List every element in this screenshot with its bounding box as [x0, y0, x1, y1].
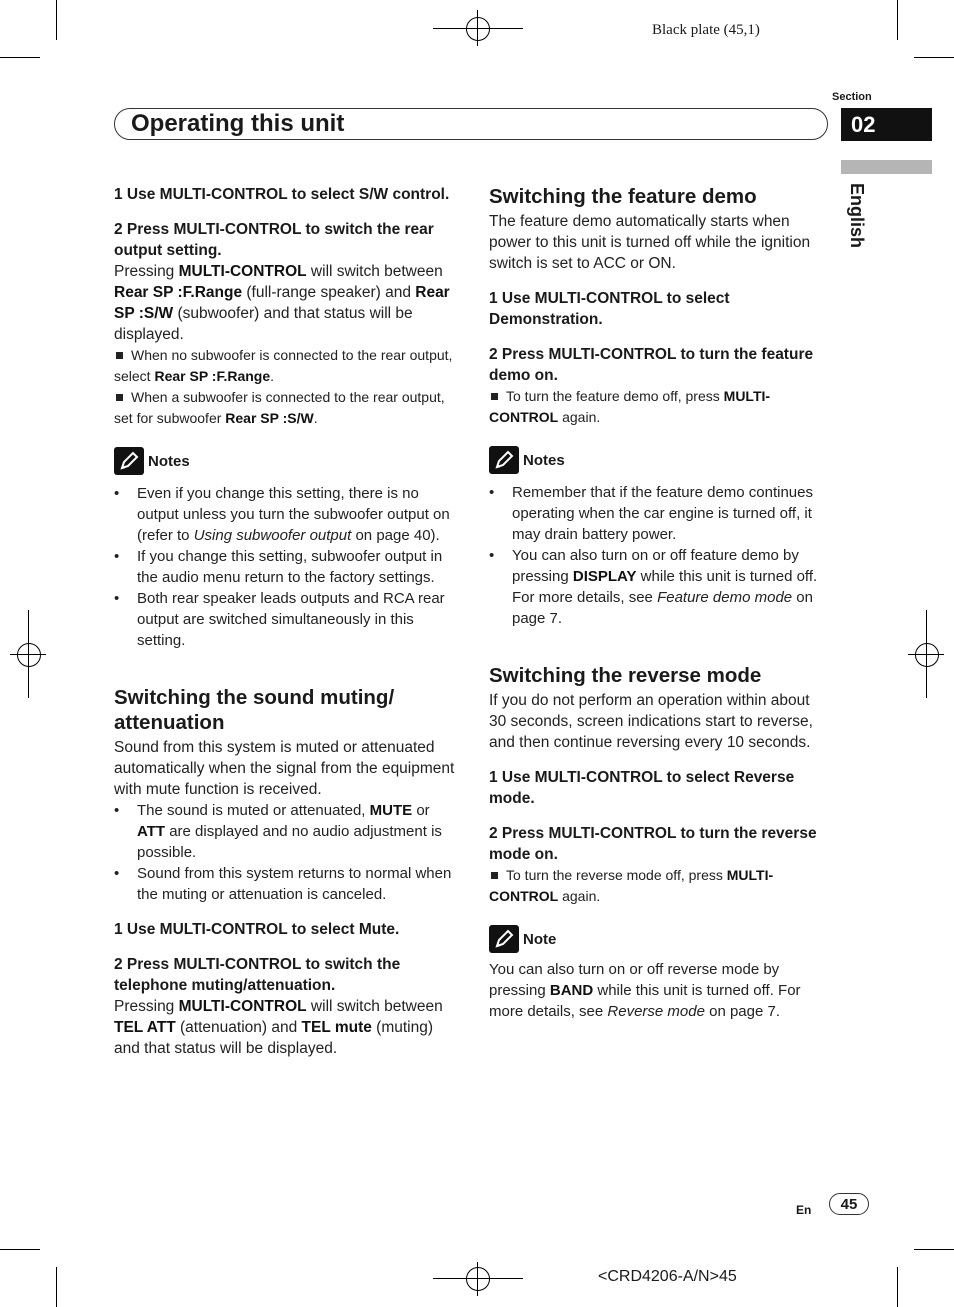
registration-mark [466, 17, 490, 41]
language-code: En [796, 1203, 812, 1217]
step-heading: 1 Use MULTI-CONTROL to select Mute. [114, 921, 400, 938]
step-heading: 1 Use MULTI-CONTROL to select Demonstration. [489, 290, 730, 328]
notes-heading: Notes [114, 447, 459, 475]
section-label: Section [832, 91, 872, 103]
crop-mark [0, 57, 40, 58]
crop-mark [56, 1267, 57, 1307]
language-label: English [847, 183, 867, 249]
paragraph: You can also turn on or off reverse mode by pressing BAND while this unit is turned off. For more details, see Reverse mode on page 7. [489, 961, 801, 1020]
paragraph: Sound from this system is muted or attenuated automatically when the signal from the equipment with mute function is received. [114, 739, 455, 798]
section-heading: Switching the reverse mode [489, 664, 762, 687]
crop-mark [897, 1267, 898, 1307]
crop-mark [56, 0, 57, 40]
page-number: 45 [829, 1193, 869, 1215]
square-bullet: To turn the feature demo off, press MULTI-CONTROL again. [489, 388, 771, 425]
registration-mark [915, 643, 939, 667]
paragraph: The feature demo automatically starts when power to this unit is turned off while the ignition switch is set to ACC or ON. [489, 213, 811, 272]
section-number: 02 [841, 108, 932, 141]
list-item: • Sound from this system returns to normal when the muting or attenuation is canceled. [114, 863, 459, 905]
list-item: • Even if you change this setting, there is no output unless you turn the subwoofer output on (refer to Using subwoofer output on page 40). [114, 483, 459, 546]
square-bullet: When a subwoofer is connected to the rear output, set for subwoofer Rear SP :S/W. [114, 389, 445, 426]
list-item: • Remember that if the feature demo continues operating when the car engine is turned off, it may drain battery power. [489, 482, 831, 545]
section-heading: Switching the feature demo [489, 185, 757, 208]
square-bullet: To turn the reverse mode off, press MULTI-CONTROL again. [489, 867, 774, 904]
registration-mark [466, 1267, 490, 1291]
step-heading: 2 Press MULTI-CONTROL to switch the telephone muting/attenuation. [114, 956, 401, 994]
crop-mark [914, 57, 954, 58]
step-heading: 1 Use MULTI-CONTROL to select S/W control. [114, 186, 450, 203]
square-bullet: When no subwoofer is connected to the rear output, select Rear SP :F.Range. [114, 347, 453, 384]
bullet-list [114, 800, 459, 905]
crop-mark [0, 1249, 40, 1250]
document-code: <CRD4206-A/N>45 [598, 1268, 737, 1285]
pencil-icon [489, 446, 519, 474]
note-heading: Note [489, 925, 831, 953]
crop-mark [914, 1249, 954, 1250]
list-item: • If you change this setting, subwoofer output in the audio menu return to the factory settings. [114, 546, 459, 588]
notes-list [114, 483, 459, 651]
list-item: • You can also turn on or off feature demo by pressing DISPLAY while this unit is turned off. For more details, see Feature demo mode on page 7. [489, 545, 831, 629]
step-heading: 2 Press MULTI-CONTROL to turn the feature demo on. [489, 346, 814, 384]
section-heading: Switching the sound muting/ attenuation [114, 686, 395, 734]
list-item: • Both rear speaker leads outputs and RCA rear output are switched simultaneously in this setting. [114, 588, 459, 651]
page-title: Operating this unit [131, 110, 345, 137]
right-column [489, 184, 831, 1022]
paragraph: Pressing MULTI-CONTROL will switch between Rear SP :F.Range (full-range speaker) and Rear SP :S/W (subwoofer) and that status will be displayed. [114, 263, 450, 343]
paragraph: Pressing MULTI-CONTROL will switch between TEL ATT (attenuation) and TEL mute (muting) and that status will be displayed. [114, 998, 443, 1057]
crop-mark [897, 0, 898, 40]
paragraph: If you do not perform an operation within about 30 seconds, screen indications start to reverse, and then continue reversing every 10 seconds. [489, 692, 813, 751]
pencil-icon [489, 925, 519, 953]
step-heading: 1 Use MULTI-CONTROL to select Reverse mode. [489, 769, 795, 807]
step-heading: 2 Press MULTI-CONTROL to switch the rear output setting. [114, 221, 434, 259]
list-item: • The sound is muted or attenuated, MUTE or ATT are displayed and no audio adjustment is possible. [114, 800, 459, 863]
notes-list [489, 482, 831, 629]
registration-mark [17, 643, 41, 667]
plate-label: Black plate (45,1) [652, 22, 760, 38]
left-column [114, 184, 459, 1059]
notes-heading: Notes [489, 446, 831, 474]
pencil-icon [114, 447, 144, 475]
step-heading: 2 Press MULTI-CONTROL to turn the reverse mode on. [489, 825, 817, 863]
language-tab [841, 160, 932, 174]
